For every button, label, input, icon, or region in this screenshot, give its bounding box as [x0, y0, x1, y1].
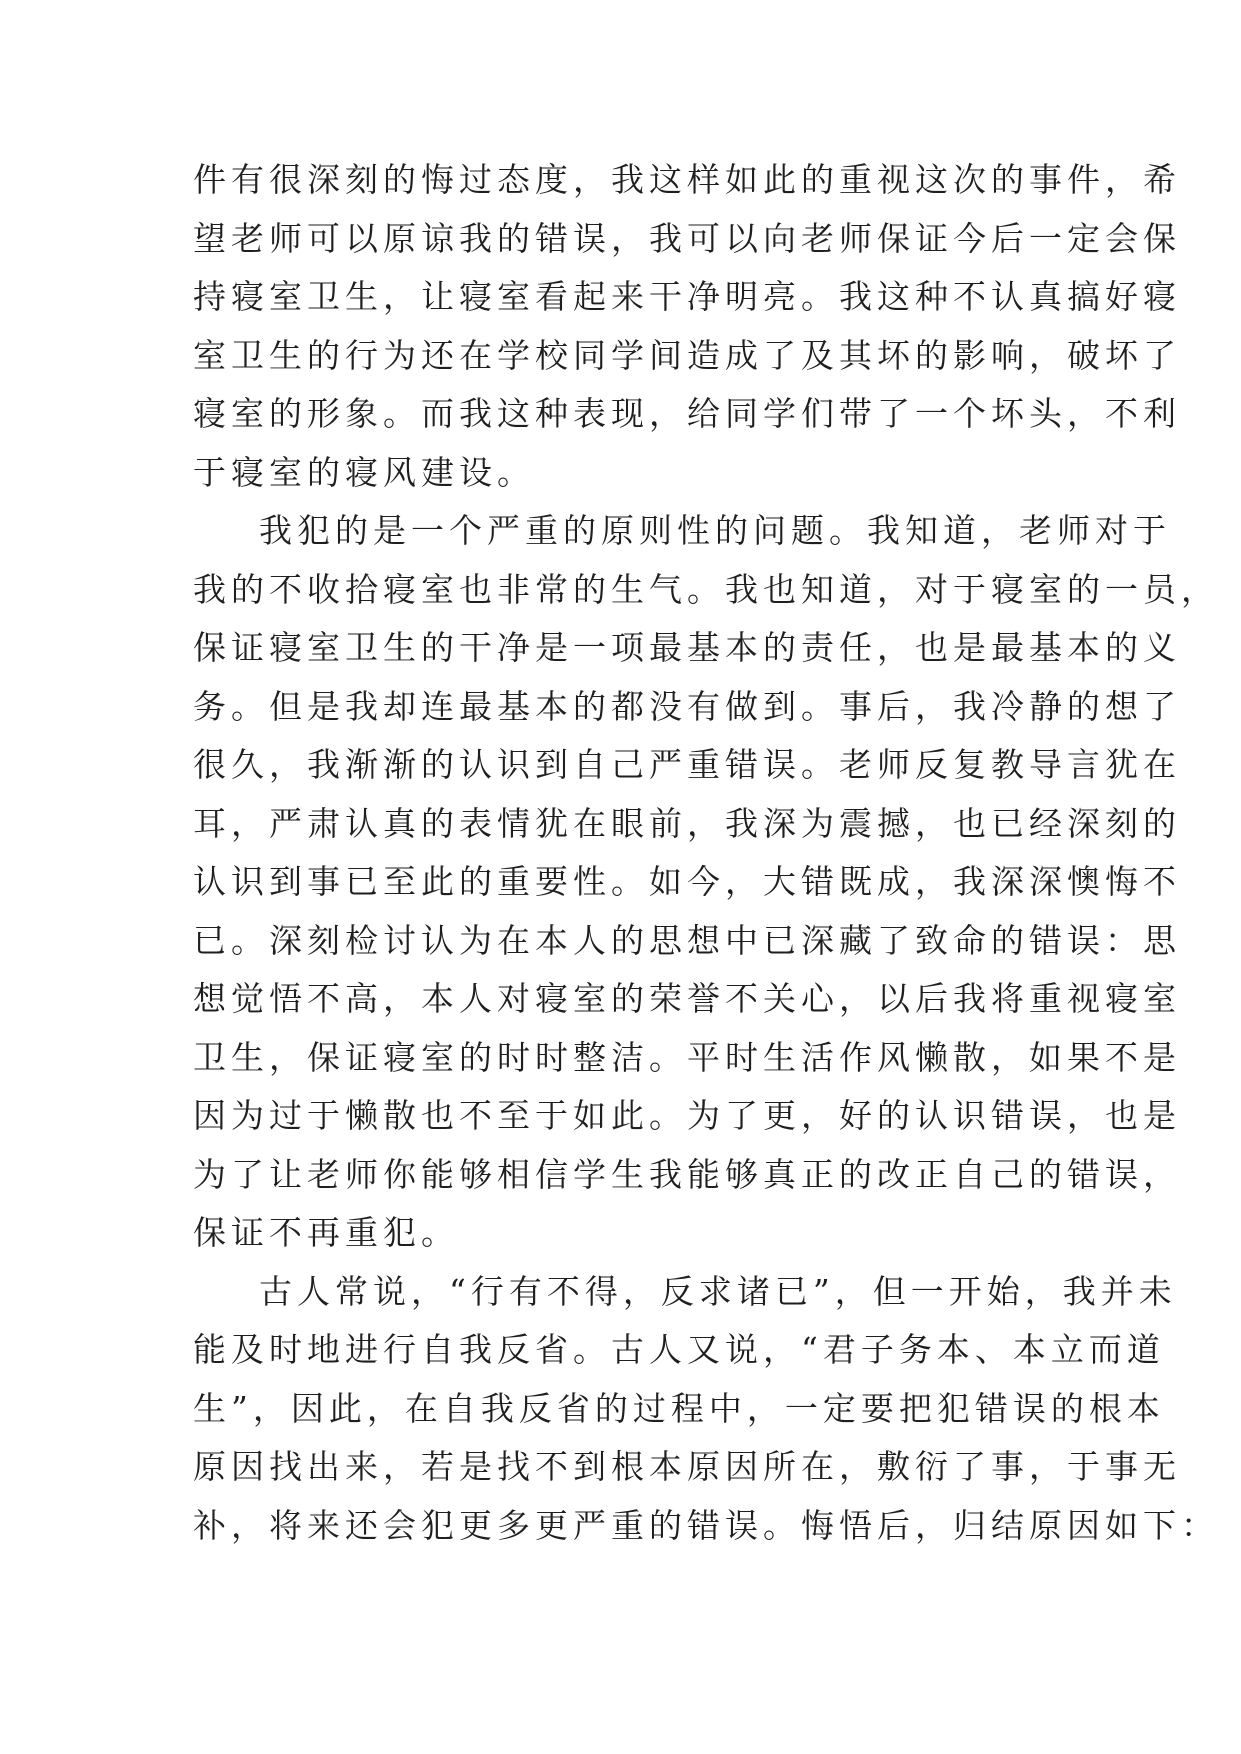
text-line: 卫生，保证寝室的时时整洁。平时生活作风懒散，如果不是 — [193, 1037, 1181, 1077]
text-line: 生”，因此，在自我反省的过程中，一定要把犯错误的根本 — [193, 1388, 1165, 1428]
text-line: 很久，我渐渐的认识到自己严重错误。老师反复教导言犹在 — [193, 745, 1181, 784]
text-line: 寝室的形象。而我这种表现，给同学们带了一个坏头，不利 — [193, 394, 1181, 433]
paragraph-first-line: 古人常说，“行有不得，反求诸已”，但一开始，我并未 — [259, 1271, 1177, 1311]
text-line: 持寝室卫生，让寝室看起来干净明亮。我这种不认真搞好寝 — [193, 277, 1181, 316]
body-text — [193, 151, 1219, 1555]
text-line: 能及时地进行自我反省。古人又说，“君子务本、本立而道 — [193, 1330, 1165, 1369]
text-line: 我的不收拾寝室也非常的生气。我也知道，对于寝室的一员， — [193, 569, 1219, 609]
text-line: 补，将来还会犯更多更严重的错误。悔悟后，归结原因如下： — [193, 1505, 1219, 1545]
text-line: 保证寝室卫生的干净是一项最基本的责任，也是最基本的义 — [193, 628, 1181, 667]
text-line: 保证不再重犯。 — [193, 1213, 459, 1252]
text-line: 已。深刻检讨认为在本人的思想中已深藏了致命的错误：思 — [193, 920, 1181, 960]
text-line: 于寝室的寝风建设。 — [193, 452, 535, 492]
text-line: 因为过于懒散也不至于如此。为了更，好的认识错误，也是 — [193, 1096, 1181, 1135]
text-line: 为了让老师你能够相信学生我能够真正的改正自己的错误， — [193, 1154, 1181, 1194]
text-line: 望老师可以原谅我的错误，我可以向老师保证今后一定会保 — [193, 218, 1181, 258]
text-line: 耳，严肃认真的表情犹在眼前，我深为震撼，也已经深刻的 — [193, 803, 1181, 843]
text-line: 认识到事已至此的重要性。如今，大错既成，我深深懊悔不 — [193, 862, 1181, 901]
text-line: 想觉悟不高，本人对寝室的荣誉不关心，以后我将重视寝室 — [193, 979, 1181, 1018]
text-line: 务。但是我却连最基本的都没有做到。事后，我冷静的想了 — [193, 686, 1181, 726]
text-line: 原因找出来，若是找不到根本原因所在，敷衍了事，于事无 — [193, 1447, 1181, 1486]
text-line: 室卫生的行为还在学校同学间造成了及其坏的影响，破坏了 — [193, 335, 1181, 375]
paragraph-first-line: 我犯的是一个严重的原则性的问题。我知道，老师对于 — [259, 511, 1171, 550]
text-line: 件有很深刻的悔过态度，我这样如此的重视这次的事件，希 — [193, 160, 1181, 199]
